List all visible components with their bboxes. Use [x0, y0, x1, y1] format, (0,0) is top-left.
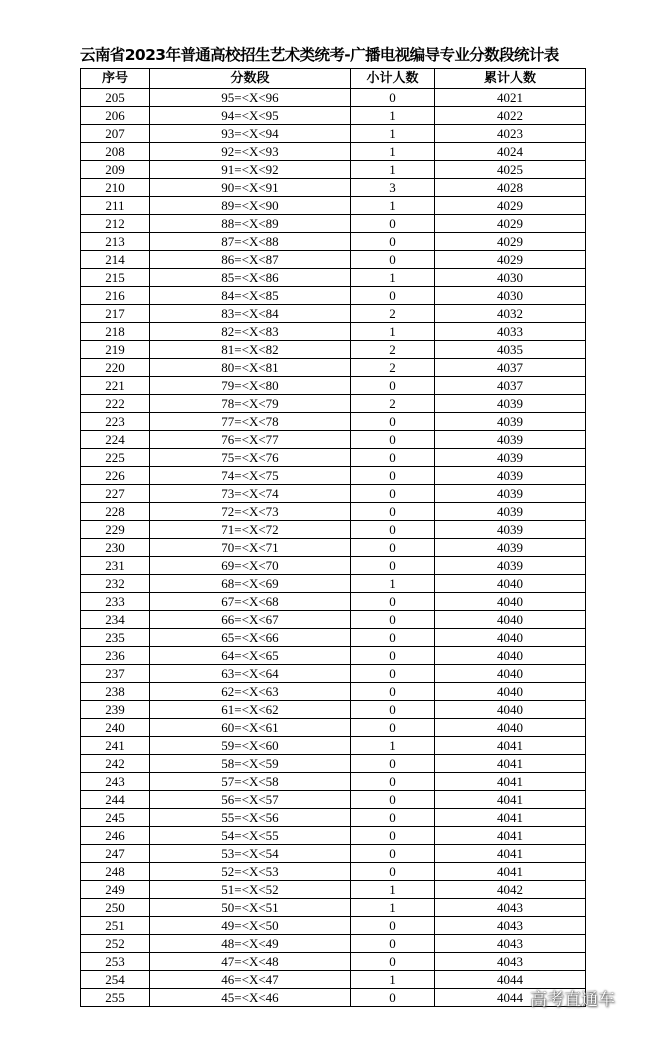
serial-cell: 213 — [81, 233, 150, 251]
table-body — [81, 89, 586, 1007]
serial-cell: 246 — [81, 827, 150, 845]
cumulative-cell: 4029 — [435, 197, 586, 215]
table-row — [81, 683, 586, 701]
cumulative-cell: 4040 — [435, 611, 586, 629]
table-row — [81, 395, 586, 413]
table-row — [81, 539, 586, 557]
table-row — [81, 449, 586, 467]
table-row — [81, 665, 586, 683]
serial-cell: 239 — [81, 701, 150, 719]
subtotal-cell: 0 — [351, 665, 435, 683]
serial-cell: 205 — [81, 89, 150, 107]
score-range-cell: 90=<X<91 — [150, 179, 351, 197]
subtotal-cell: 0 — [351, 251, 435, 269]
score-range-cell: 52=<X<53 — [150, 863, 351, 881]
score-range-cell: 53=<X<54 — [150, 845, 351, 863]
cumulative-cell: 4040 — [435, 629, 586, 647]
serial-cell: 244 — [81, 791, 150, 809]
cumulative-cell: 4041 — [435, 755, 586, 773]
subtotal-cell: 0 — [351, 917, 435, 935]
score-range-cell: 65=<X<66 — [150, 629, 351, 647]
header-serial-number: 序号 — [81, 69, 150, 89]
table-row — [81, 251, 586, 269]
subtotal-cell: 2 — [351, 305, 435, 323]
serial-cell: 206 — [81, 107, 150, 125]
serial-cell: 231 — [81, 557, 150, 575]
subtotal-cell: 0 — [351, 413, 435, 431]
table-row — [81, 89, 586, 107]
serial-cell: 247 — [81, 845, 150, 863]
cumulative-cell: 4033 — [435, 323, 586, 341]
cumulative-cell: 4023 — [435, 125, 586, 143]
score-range-cell: 74=<X<75 — [150, 467, 351, 485]
subtotal-cell: 0 — [351, 377, 435, 395]
serial-cell: 232 — [81, 575, 150, 593]
score-range-cell: 89=<X<90 — [150, 197, 351, 215]
cumulative-cell: 4039 — [435, 413, 586, 431]
table-row — [81, 305, 586, 323]
table-row — [81, 125, 586, 143]
table-row — [81, 107, 586, 125]
serial-cell: 214 — [81, 251, 150, 269]
score-range-cell: 76=<X<77 — [150, 431, 351, 449]
serial-cell: 245 — [81, 809, 150, 827]
score-range-cell: 55=<X<56 — [150, 809, 351, 827]
cumulative-cell: 4044 — [435, 971, 586, 989]
subtotal-cell: 0 — [351, 701, 435, 719]
subtotal-cell: 1 — [351, 143, 435, 161]
subtotal-cell: 1 — [351, 899, 435, 917]
cumulative-cell: 4041 — [435, 773, 586, 791]
cumulative-cell: 4030 — [435, 269, 586, 287]
serial-cell: 251 — [81, 917, 150, 935]
score-range-cell: 79=<X<80 — [150, 377, 351, 395]
table-row — [81, 899, 586, 917]
table-row — [81, 611, 586, 629]
cumulative-cell: 4043 — [435, 899, 586, 917]
serial-cell: 253 — [81, 953, 150, 971]
score-range-cell: 48=<X<49 — [150, 935, 351, 953]
serial-cell: 250 — [81, 899, 150, 917]
subtotal-cell: 0 — [351, 467, 435, 485]
serial-cell: 223 — [81, 413, 150, 431]
subtotal-cell: 0 — [351, 593, 435, 611]
cumulative-cell: 4041 — [435, 845, 586, 863]
cumulative-cell: 4021 — [435, 89, 586, 107]
subtotal-cell: 1 — [351, 269, 435, 287]
score-range-cell: 47=<X<48 — [150, 953, 351, 971]
cumulative-cell: 4037 — [435, 377, 586, 395]
subtotal-cell: 2 — [351, 395, 435, 413]
cumulative-cell: 4040 — [435, 719, 586, 737]
subtotal-cell: 0 — [351, 863, 435, 881]
serial-cell: 218 — [81, 323, 150, 341]
table-row — [81, 557, 586, 575]
serial-cell: 220 — [81, 359, 150, 377]
subtotal-cell: 1 — [351, 737, 435, 755]
serial-cell: 252 — [81, 935, 150, 953]
table-row — [81, 233, 586, 251]
score-range-cell: 92=<X<93 — [150, 143, 351, 161]
serial-cell: 212 — [81, 215, 150, 233]
score-range-cell: 86=<X<87 — [150, 251, 351, 269]
score-range-cell: 93=<X<94 — [150, 125, 351, 143]
score-range-cell: 83=<X<84 — [150, 305, 351, 323]
page-title: 云南省2023年普通高校招生艺术类统考-广播电视编导专业分数段统计表 — [80, 46, 559, 64]
serial-cell: 233 — [81, 593, 150, 611]
table-row — [81, 341, 586, 359]
cumulative-cell: 4039 — [435, 431, 586, 449]
subtotal-cell: 3 — [351, 179, 435, 197]
serial-cell: 242 — [81, 755, 150, 773]
table-row — [81, 719, 586, 737]
serial-cell: 228 — [81, 503, 150, 521]
serial-cell: 215 — [81, 269, 150, 287]
subtotal-cell: 0 — [351, 827, 435, 845]
serial-cell: 254 — [81, 971, 150, 989]
header-subtotal-count: 小计人数 — [351, 69, 435, 89]
table-row — [81, 323, 586, 341]
cumulative-cell: 4025 — [435, 161, 586, 179]
cumulative-cell: 4041 — [435, 791, 586, 809]
serial-cell: 207 — [81, 125, 150, 143]
serial-cell: 224 — [81, 431, 150, 449]
cumulative-cell: 4039 — [435, 557, 586, 575]
cumulative-cell: 4041 — [435, 737, 586, 755]
cumulative-cell: 4041 — [435, 863, 586, 881]
score-range-cell: 78=<X<79 — [150, 395, 351, 413]
serial-cell: 219 — [81, 341, 150, 359]
subtotal-cell: 1 — [351, 197, 435, 215]
cumulative-cell: 4039 — [435, 503, 586, 521]
score-range-cell: 85=<X<86 — [150, 269, 351, 287]
cumulative-cell: 4040 — [435, 593, 586, 611]
subtotal-cell: 1 — [351, 881, 435, 899]
serial-cell: 225 — [81, 449, 150, 467]
score-range-cell: 61=<X<62 — [150, 701, 351, 719]
subtotal-cell: 0 — [351, 773, 435, 791]
cumulative-cell: 4041 — [435, 827, 586, 845]
table-row — [81, 485, 586, 503]
subtotal-cell: 0 — [351, 539, 435, 557]
score-range-cell: 67=<X<68 — [150, 593, 351, 611]
score-range-cell: 59=<X<60 — [150, 737, 351, 755]
serial-cell: 235 — [81, 629, 150, 647]
table-row — [81, 377, 586, 395]
subtotal-cell: 0 — [351, 89, 435, 107]
watermark: 高考直通车 — [530, 990, 615, 1010]
subtotal-cell: 0 — [351, 719, 435, 737]
score-range-cell: 64=<X<65 — [150, 647, 351, 665]
score-range-cell: 66=<X<67 — [150, 611, 351, 629]
cumulative-cell: 4039 — [435, 539, 586, 557]
table-row — [81, 863, 586, 881]
table-row — [81, 845, 586, 863]
score-range-cell: 95=<X<96 — [150, 89, 351, 107]
cumulative-cell: 4040 — [435, 575, 586, 593]
serial-cell: 211 — [81, 197, 150, 215]
subtotal-cell: 0 — [351, 845, 435, 863]
subtotal-cell: 0 — [351, 683, 435, 701]
header-cumulative-count: 累计人数 — [435, 69, 586, 89]
score-range-cell: 63=<X<64 — [150, 665, 351, 683]
serial-cell: 209 — [81, 161, 150, 179]
table-row — [81, 503, 586, 521]
score-range-cell: 81=<X<82 — [150, 341, 351, 359]
score-range-cell: 84=<X<85 — [150, 287, 351, 305]
table-row — [81, 215, 586, 233]
cumulative-cell: 4030 — [435, 287, 586, 305]
table-row — [81, 197, 586, 215]
table-row — [81, 647, 586, 665]
subtotal-cell: 1 — [351, 575, 435, 593]
cumulative-cell: 4039 — [435, 521, 586, 539]
table-row — [81, 881, 586, 899]
table-row — [81, 467, 586, 485]
cumulative-cell: 4043 — [435, 917, 586, 935]
score-range-cell: 57=<X<58 — [150, 773, 351, 791]
table-row — [81, 989, 586, 1007]
table-row — [81, 161, 586, 179]
serial-cell: 208 — [81, 143, 150, 161]
subtotal-cell: 0 — [351, 647, 435, 665]
score-range-cell: 72=<X<73 — [150, 503, 351, 521]
table-row — [81, 809, 586, 827]
cumulative-cell: 4039 — [435, 449, 586, 467]
score-range-cell: 58=<X<59 — [150, 755, 351, 773]
table-row — [81, 269, 586, 287]
serial-cell: 216 — [81, 287, 150, 305]
score-range-cell: 82=<X<83 — [150, 323, 351, 341]
subtotal-cell: 0 — [351, 989, 435, 1007]
header-score-range: 分数段 — [150, 69, 351, 89]
subtotal-cell: 0 — [351, 629, 435, 647]
subtotal-cell: 0 — [351, 215, 435, 233]
score-range-cell: 69=<X<70 — [150, 557, 351, 575]
cumulative-cell: 4029 — [435, 233, 586, 251]
table-row — [81, 521, 586, 539]
score-range-cell: 56=<X<57 — [150, 791, 351, 809]
cumulative-cell: 4039 — [435, 485, 586, 503]
serial-cell: 237 — [81, 665, 150, 683]
table-row — [81, 431, 586, 449]
table-row — [81, 413, 586, 431]
score-range-cell: 50=<X<51 — [150, 899, 351, 917]
serial-cell: 241 — [81, 737, 150, 755]
subtotal-cell: 0 — [351, 791, 435, 809]
table-row — [81, 575, 586, 593]
subtotal-cell: 2 — [351, 341, 435, 359]
cumulative-cell: 4032 — [435, 305, 586, 323]
subtotal-cell: 0 — [351, 503, 435, 521]
table-row — [81, 359, 586, 377]
subtotal-cell: 0 — [351, 953, 435, 971]
subtotal-cell: 0 — [351, 431, 435, 449]
score-range-cell: 62=<X<63 — [150, 683, 351, 701]
score-range-cell: 51=<X<52 — [150, 881, 351, 899]
table-row — [81, 971, 586, 989]
cumulative-cell: 4043 — [435, 935, 586, 953]
table-row — [81, 917, 586, 935]
cumulative-cell: 4039 — [435, 395, 586, 413]
subtotal-cell: 0 — [351, 809, 435, 827]
cumulative-cell: 4041 — [435, 809, 586, 827]
serial-cell: 243 — [81, 773, 150, 791]
score-range-cell: 80=<X<81 — [150, 359, 351, 377]
table-row — [81, 935, 586, 953]
score-range-cell: 49=<X<50 — [150, 917, 351, 935]
subtotal-cell: 0 — [351, 449, 435, 467]
subtotal-cell: 1 — [351, 161, 435, 179]
score-range-cell: 88=<X<89 — [150, 215, 351, 233]
cumulative-cell: 4029 — [435, 251, 586, 269]
score-range-cell: 87=<X<88 — [150, 233, 351, 251]
score-range-cell: 73=<X<74 — [150, 485, 351, 503]
score-range-cell: 68=<X<69 — [150, 575, 351, 593]
subtotal-cell: 2 — [351, 359, 435, 377]
serial-cell: 229 — [81, 521, 150, 539]
serial-cell: 238 — [81, 683, 150, 701]
cumulative-cell: 4024 — [435, 143, 586, 161]
table-row — [81, 791, 586, 809]
serial-cell: 234 — [81, 611, 150, 629]
score-range-cell: 60=<X<61 — [150, 719, 351, 737]
serial-cell: 248 — [81, 863, 150, 881]
serial-cell: 227 — [81, 485, 150, 503]
subtotal-cell: 1 — [351, 125, 435, 143]
score-range-cell: 54=<X<55 — [150, 827, 351, 845]
cumulative-cell: 4040 — [435, 683, 586, 701]
serial-cell: 210 — [81, 179, 150, 197]
cumulative-cell: 4039 — [435, 467, 586, 485]
score-range-cell: 94=<X<95 — [150, 107, 351, 125]
subtotal-cell: 1 — [351, 971, 435, 989]
serial-cell: 226 — [81, 467, 150, 485]
score-distribution-table — [80, 68, 586, 1007]
cumulative-cell: 4035 — [435, 341, 586, 359]
subtotal-cell: 0 — [351, 755, 435, 773]
table-row — [81, 755, 586, 773]
subtotal-cell: 0 — [351, 611, 435, 629]
table-row — [81, 701, 586, 719]
serial-cell: 221 — [81, 377, 150, 395]
table-row — [81, 773, 586, 791]
subtotal-cell: 0 — [351, 233, 435, 251]
serial-cell: 240 — [81, 719, 150, 737]
subtotal-cell: 0 — [351, 485, 435, 503]
subtotal-cell: 0 — [351, 557, 435, 575]
cumulative-cell: 4037 — [435, 359, 586, 377]
cumulative-cell: 4043 — [435, 953, 586, 971]
serial-cell: 230 — [81, 539, 150, 557]
cumulative-cell: 4042 — [435, 881, 586, 899]
serial-cell: 236 — [81, 647, 150, 665]
score-range-cell: 46=<X<47 — [150, 971, 351, 989]
subtotal-cell: 0 — [351, 521, 435, 539]
subtotal-cell: 1 — [351, 323, 435, 341]
table-row — [81, 827, 586, 845]
table-header-row — [81, 69, 586, 89]
subtotal-cell: 1 — [351, 107, 435, 125]
cumulative-cell: 4040 — [435, 665, 586, 683]
table-row — [81, 737, 586, 755]
serial-cell: 222 — [81, 395, 150, 413]
serial-cell: 217 — [81, 305, 150, 323]
score-range-cell: 70=<X<71 — [150, 539, 351, 557]
cumulative-cell: 4044 — [435, 989, 586, 1007]
cumulative-cell: 4028 — [435, 179, 586, 197]
score-range-cell: 77=<X<78 — [150, 413, 351, 431]
subtotal-cell: 0 — [351, 287, 435, 305]
subtotal-cell: 0 — [351, 935, 435, 953]
serial-cell: 255 — [81, 989, 150, 1007]
cumulative-cell: 4029 — [435, 215, 586, 233]
table-row — [81, 143, 586, 161]
table-row — [81, 287, 586, 305]
cumulative-cell: 4040 — [435, 647, 586, 665]
serial-cell: 249 — [81, 881, 150, 899]
table-row — [81, 953, 586, 971]
score-range-cell: 91=<X<92 — [150, 161, 351, 179]
cumulative-cell: 4022 — [435, 107, 586, 125]
table-row — [81, 593, 586, 611]
score-range-cell: 75=<X<76 — [150, 449, 351, 467]
cumulative-cell: 4040 — [435, 701, 586, 719]
score-range-cell: 71=<X<72 — [150, 521, 351, 539]
table-row — [81, 629, 586, 647]
score-range-cell: 45=<X<46 — [150, 989, 351, 1007]
table-row — [81, 179, 586, 197]
